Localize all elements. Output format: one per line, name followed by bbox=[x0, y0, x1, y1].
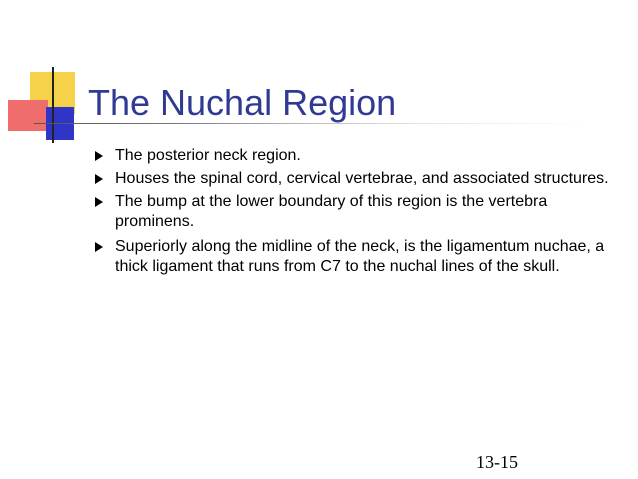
bullet-item bbox=[98, 237, 618, 277]
triangle-bullet-icon bbox=[95, 174, 103, 184]
bullet-text: Superiorly along the midline of the neck, is the ligamentum nuchae, a thick ligament that runs from C7 to the nuchal lines of the skull. bbox=[115, 238, 605, 275]
triangle-bullet-icon bbox=[95, 242, 103, 252]
slide-title: The Nuchal Region bbox=[88, 82, 397, 123]
bullet-list bbox=[98, 146, 618, 280]
bullet-item bbox=[98, 146, 618, 166]
bullet-text: The posterior neck region. bbox=[115, 147, 301, 164]
bullet-item bbox=[98, 192, 618, 232]
decorative-red-square bbox=[8, 100, 48, 131]
bullet-text: Houses the spinal cord, cervical vertebrae, and associated structures. bbox=[115, 170, 609, 187]
page-number: 13-15 bbox=[476, 452, 518, 472]
decorative-vertical-line bbox=[52, 67, 54, 143]
triangle-bullet-icon bbox=[95, 151, 103, 161]
bullet-item bbox=[98, 169, 618, 189]
triangle-bullet-icon bbox=[95, 197, 103, 207]
bullet-text: The bump at the lower boundary of this region is the vertebra prominens. bbox=[115, 193, 548, 230]
